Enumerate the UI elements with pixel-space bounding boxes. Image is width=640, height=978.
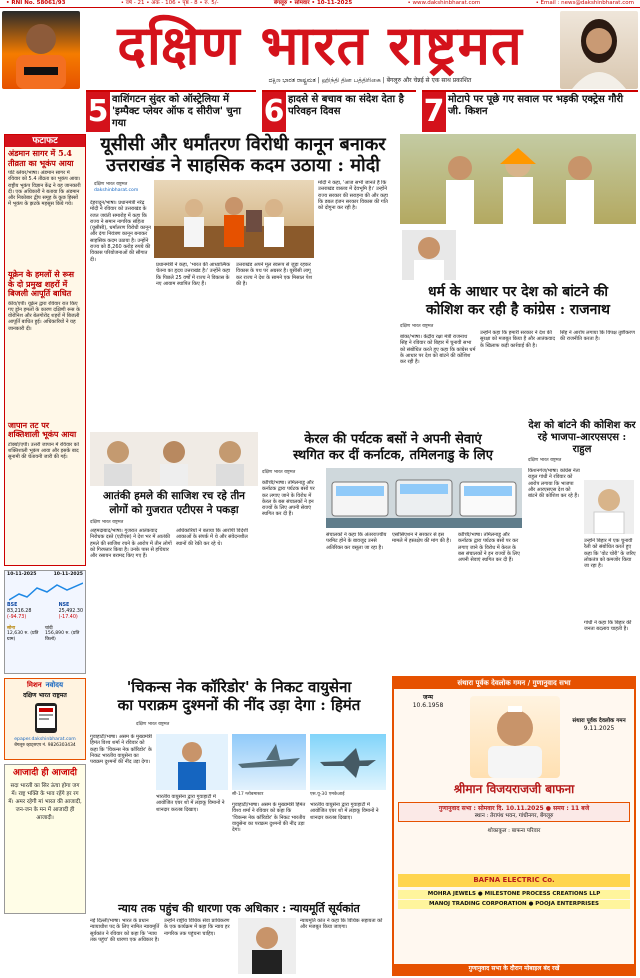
lead-text-col-right: मोदी ने कहा, 'आज सभी जानते हैं कि उत्तराखंड वास्तव में देवभूमि है।' उन्होंने राज्य सरकार की सराहना की और कहा कि डबल इंजन सरकार विकास की गति को दोगुना कर रही है। <box>318 180 388 212</box>
suryakant-text-2: उन्होंने राष्ट्रीय विधिक सेवा प्राधिकरण के एक कार्यक्रम में कहा कि न्याय हर नागरिक तक पहुंचना चाहिए। <box>164 918 230 937</box>
himant-text-4: भारतीय वायुसेना द्वारा गुवाहाटी में आयोजित एयर शो में लड़ाकू विमानों ने शानदार करतब दिखाए। <box>310 802 379 821</box>
himant-text-2: भारतीय वायुसेना द्वारा गुवाहाटी में आयोजित एयर शो में लड़ाकू विमानों ने शानदार करतब दिखाए। <box>156 794 225 813</box>
ad-footer: गुणानुवाद सभा के दौरान मोबाइल बंद रखें <box>394 964 634 974</box>
suryakant-story <box>90 902 388 976</box>
poem-box <box>4 764 86 914</box>
rahul-story <box>528 420 636 672</box>
fast-news-headline-1: अंडमान सागर में 5.4 तीव्रता का भूकंप आया <box>8 148 74 168</box>
lead-headline-2: उत्तराखंड ने साहसिक कदम उठाया : मोदी <box>106 155 380 176</box>
phone-icon <box>33 702 59 734</box>
epaper-promo[interactable] <box>4 678 86 760</box>
issue-meta: • वर्ष - 21 • अंक - 106 • पृष्ठ - 8 • रु. 5/- <box>120 0 219 7</box>
suryakant-text-1: नई दिल्ली/भाषा। भारत के प्रधान न्यायाधीश पद के लिए नामित न्यायमूर्ति सूर्यकांत ने रविवार को कहा कि 'न्याय तक पहुंच' की धारणा एक अधिकार है। <box>90 918 160 943</box>
teaser-2[interactable] <box>262 90 416 132</box>
ad-died-date: 9.11.2025 <box>583 724 615 732</box>
suryakant-photo <box>238 918 296 974</box>
fast-news-headline-3: जापान तट पर शक्तिशाली भूकंप आया <box>8 419 77 439</box>
silver-label: चांदी <box>45 625 53 631</box>
rajnath-portrait <box>402 230 456 280</box>
ad-company-3: MANOJ TRADING CORPORATION ● POOJA ENTERPRISES <box>398 900 630 909</box>
bse-value: 83,216.28 <box>7 608 32 614</box>
rajnath-headline-1: धर्म के आधार पर देश को बांटने की <box>428 284 608 300</box>
ats-headline-1: आतंकी हमले की साजिश रच रहे तीन <box>102 490 246 502</box>
aircraft-photo-2 <box>310 734 386 790</box>
website-link[interactable]: • www.dakshinbharat.com <box>407 0 481 7</box>
top-info-bar <box>0 0 640 8</box>
rajnath-text-1: बांका/भाषा। केंद्रीय रक्षा मंत्री राजनाथ सिंह ने रविवार को बिहार में चुनावी सभा को संबोधित करते हुए कहा कि कांग्रेस धर्म के आधार पर देश को बांटने की कोशिश कर रही है। <box>400 334 476 366</box>
kerala-text-1: कोच्चि/भाषा। तमिलनाडु और कर्नाटक द्वारा पर्यटक बसों पर कर लगाए जाने के विरोध में केरल के बस संचालकों ने इन राज्यों के लिए अपनी सेवाएं स्थगित कर दी हैं। <box>262 480 315 518</box>
ats-byline: दक्षिण भारत राष्ट्रमत <box>90 520 124 525</box>
kerala-headline-1: केरल की पर्यटक बसों ने अपनी सेवाएं <box>304 432 482 447</box>
rajnath-headline-2: कोशिश कर रही है कांग्रेस : राजनाथ <box>426 302 610 318</box>
epaper-url[interactable]: epaper.dakshinbharat.com <box>14 736 76 742</box>
lead-text-3: उत्तराखंड अपने मूल स्वरूप से जुड़ा रहकर विकास के पथ पर अग्रसर है। यूसीसी लागू कर राज्य ने देश के सामने एक मिसाल पेश की है। <box>236 262 313 287</box>
epaper-head-2: नवोदय <box>45 681 64 689</box>
nse-value: 25,492.30 <box>58 608 83 614</box>
teaser-1[interactable] <box>86 90 256 132</box>
bse-label: BSE <box>7 602 18 608</box>
lead-story <box>90 134 396 434</box>
ad-died-label: संथारा पूर्वक देवलोक गमन <box>572 718 626 724</box>
rahul-photo <box>584 480 634 534</box>
teaser-number: 7 <box>422 92 446 132</box>
teaser-3[interactable] <box>422 90 638 132</box>
rahul-text-3: गांधी ने कहा कि बिहार की जनता बदलाव चाहती है। <box>584 620 632 633</box>
rahul-byline: दक्षिण भारत राष्ट्रमत <box>528 458 562 463</box>
rajnath-byline: दक्षिण भारत राष्ट्रमत <box>400 324 434 329</box>
rahul-text-2: उन्होंने बिहार में एक चुनावी रैली को संबोधित करते हुए कहा कि 'वोट चोरी' के जरिए लोकतंत्र को कमजोर किया जा रहा है। <box>584 538 636 570</box>
kerala-story <box>262 432 524 672</box>
market-date-2: 10-11-2025 <box>53 572 83 577</box>
rni-number: • RNI No. 58061/93 <box>6 0 66 7</box>
ad-meeting-title: गुणानुवाद सभा : सोमवार दि. 10.11.2025 ● समय : 11 बजे <box>438 805 590 812</box>
ad-born-label: जन्म <box>423 694 433 701</box>
fast-news-title: फटाफट <box>5 135 85 147</box>
cricketer-portrait <box>2 11 80 89</box>
suryakant-headline: न्याय तक पहुंच की धारणा एक अधिकार : न्यायमूर्ति सूर्यकांत <box>118 902 360 915</box>
teaser-number: 5 <box>86 92 110 132</box>
rahul-headline-1: देश को बांटने की कोशिश कर <box>528 420 636 431</box>
himant-text-1: गुवाहाटी/भाषा। असम के मुख्यमंत्री हिमंत विश्व शर्मा ने रविवार को कहा कि 'चिकन्स नेक कॉरिडोर' के निकट भारतीय वायुसेना का पराक्रम दुश्मनों की नींद उड़ा देगा। <box>90 734 152 766</box>
ad-born-date: 10.6.1958 <box>412 701 444 709</box>
ad-meeting-bar <box>398 802 630 822</box>
nse-label: NSE <box>58 602 70 608</box>
lead-text-2: प्रधानमंत्री ने कहा, 'भारत की आध्यात्मिक चेतना का हृदय उत्तराखंड है।' उन्होंने कहा कि पिछले 25 वर्षों में राज्य ने विकास के नए आयाम स्थापित किए हैं। <box>156 262 231 287</box>
ad-company-bar <box>398 874 630 887</box>
whatsapp-number: बेंगलूरु व्हाट्सएप नं. 9826303434 <box>14 743 76 749</box>
epaper-head: मिशन <box>26 681 42 689</box>
fast-news-box <box>4 134 86 566</box>
rajnath-text-3: सिंह ने आरोप लगाया कि विपक्ष तुष्टीकरण की राजनीति करता है। <box>560 330 635 343</box>
ats-text-1: अहमदाबाद/भाषा। गुजरात आतंकवाद निरोधक दस्ते (एटीएस) ने देश भर में आतंकी हमले की साजिश रचने के आरोप में तीन लोगों को गिरफ्तार किया है। उनके पास से हथियार और रसायन बरामद किए गए हैं। <box>90 528 172 560</box>
silver-value: 156,890 रु. (प्रति किलो) <box>45 631 80 643</box>
market-date-1: 10-11-2025 <box>7 572 37 577</box>
himant-headline-2: का पराक्रम दुश्मनों की नींद उड़ा देगा : हिमंत <box>117 696 361 714</box>
lead-photo <box>154 180 314 258</box>
fast-news-text-2: कीव/एपी। यूक्रेन द्वारा रविवार रात किए गए ड्रोन हमलों के कारण दक्षिणी रूस के वोरोनिश और बेलगोरोद शहरों में बिजली आपूर्ति बाधित हुई। अधिकारियों ने यह जानकारी दी। <box>8 300 80 332</box>
ats-headline-2: लोगों को गुजरात एटीएस ने पकड़ा <box>109 504 239 516</box>
himant-photo <box>156 734 228 790</box>
teaser-text: वाशिंगटन सुंदर को ऑस्ट्रेलिया में 'इम्पैक्ट प्लेयर ऑफ द सीरीज' चुना गया <box>112 94 241 129</box>
rajnath-text-2: उन्होंने कहा कि हमारी सरकार ने देश की सुरक्षा को मजबूत किया है और आतंकवाद के खिलाफ कड़ी कार्रवाई की है। <box>480 330 556 349</box>
accused-photos <box>90 432 258 486</box>
rajnath-story <box>400 134 636 418</box>
aircraft-caption-1: सी-17 ग्लोबमास्टर <box>232 792 264 797</box>
fast-news-text-1: पोर्ट ब्लेयर/भाषा। अंडमान सागर में रविवार को 5.4 तीव्रता का भूकंप आया। राष्ट्रीय भूकंप विज्ञान केंद्र ने यह जानकारी दी। एक अधिकारी ने बताया कि अंडमान और निकोबार द्वीप समूह के कुछ हिस्सों में भूकंप के झटके महसूस किये गये। <box>8 170 81 208</box>
rajnath-photo <box>400 134 636 224</box>
kerala-text-3: एसोसिएशन ने सरकार से इस मामले में हस्तक्षेप की मांग की है। <box>392 532 451 545</box>
aircraft-photo-1 <box>232 734 306 790</box>
masthead-title: दक्षिण भारत राष्ट्रमत <box>117 13 523 77</box>
suryakant-text-3: न्यायमूर्ति कांत ने कहा कि विधिक सहायता को और मजबूत किया जाएगा। <box>300 918 383 931</box>
lead-text-1: देहरादून/भाषा। प्रधानमंत्री नरेंद्र मोदी ने रविवार को उत्तराखंड के रजत जयंती समारोह में कहा कि राज्य ने समान नागरिक संहिता (यूसीसी), धर्मांतरण विरोधी कानून और दंगा नियंत्रण कानून बनाकर साहसिक कदम उठाया है। उन्होंने राज्य को 8,260 करोड़ रुपये की विकास परियोजनाओं की सौगात दी। <box>90 200 151 263</box>
kerala-text-4: कोच्चि/भाषा। तमिलनाडु और कर्नाटक द्वारा पर्यटक बसों पर कर लगाए जाने के विरोध में केरल के बस संचालकों ने इन राज्यों के लिए अपनी सेवाएं स्थगित कर दी हैं। <box>458 532 520 564</box>
masthead <box>0 9 640 89</box>
gold-value: 12,630 रु. (प्रति ग्राम) <box>7 631 39 643</box>
himant-story <box>90 678 388 900</box>
issue-date: बेंगलूरु • सोमवार • 10-11-2025 <box>273 0 353 7</box>
lead-byline-site: dakshinbharat.com <box>94 187 139 193</box>
ad-header: संथारा पूर्वक देवलोक गमन / गुणानुवाद सभा <box>394 678 634 689</box>
ats-story <box>90 432 258 672</box>
lead-byline: दक्षिण भारत राष्ट्रमत <box>94 182 128 187</box>
kerala-byline: दक्षिण भारत राष्ट्रमत <box>262 470 296 475</box>
himant-text-3: गुवाहाटी/भाषा। असम के मुख्यमंत्री हिमंत विश्व शर्मा ने रविवार को कहा कि 'चिकन्स नेक कॉरिडोर' के निकट भारतीय वायुसेना का पराक्रम दुश्मनों की नींद उड़ा देगा। <box>232 802 306 834</box>
himant-byline: दक्षिण भारत राष्ट्रमत <box>136 722 170 727</box>
rahul-text-1: किशनगंज/भाषा। कांग्रेस नेता राहुल गांधी ने रविवार को आरोप लगाया कि भाजपा और आरएसएस देश को बांटने की कोशिश कर रहे हैं। <box>528 468 580 500</box>
aircraft-caption-2: एस.यू-30 एमकेआई <box>310 792 345 797</box>
nse-change: (-17.40) <box>58 614 78 620</box>
lead-headline-1: यूसीसी और धर्मांतरण विरोधी कानून बनाकर <box>100 134 386 155</box>
ad-company: BAFNA ELECTRIC Co. <box>473 876 555 884</box>
himant-headline-1: 'चिकन्स नेक कॉरिडोर' के निकट वायुसेना <box>126 678 352 696</box>
ad-company-2: MOHRA JEWELS ● MILESTONE PROCESS CREATIONS LLP <box>398 890 630 899</box>
actress-portrait <box>560 11 638 89</box>
email-link[interactable]: • Email : news@dakshinbharat.com <box>535 0 634 7</box>
market-trend-graphic <box>9 580 83 604</box>
ats-text-2: अधिकारियों ने बताया कि आरोपी विदेशी आकाओं के संपर्क में थे और संवेदनशील स्थानों की रेकी कर रहे थे। <box>176 528 248 547</box>
fast-news-text-3: टोक्यो/एपी। उत्तरी जापान में रविवार को शक्तिशाली भूकंप आया और इसके बाद सुनामी की चेतावनी जारी की गई। <box>8 441 79 461</box>
masthead-subtitle: ದಕ್ಷಿಣ ಭಾರತ ರಾಷ್ಟ್ರಮತ | ஹிந்தி தின பத்திரிகை | बेंगलूरु और चेन्नई से एक साथ प्रकाशित <box>268 77 472 84</box>
ad-portrait <box>470 696 560 778</box>
teaser-text: हादसे से बचाव का संदेश देता है परिवहन दिवस <box>288 94 404 117</box>
poem-text: सदा भारती का सिर ऊंचा होगा जग में। राष्ट्र भक्ति के भाव रहेंगे हर रग में। अमर रहेगी मां भारत की आजादी, जन-जन के मन में आजादी ही आजादी। <box>8 783 82 822</box>
poem-title: आजादी ही आजादी <box>12 768 77 778</box>
kerala-text-2: संचालकों ने कहा कि अंतरराज्यीय परमिट होने के बावजूद उनसे अतिरिक्त कर वसूला जा रहा है। <box>326 532 387 551</box>
teaser-text: मोटापे पर पूछे गए सवाल पर भड़की एक्ट्रेस गौरी जी. किशन <box>448 94 624 117</box>
ad-meeting-place: स्थान : तेरापंथ भवन, गांधीनगर, बेंगलूरु <box>474 812 554 819</box>
bse-change: (-94.73) <box>7 614 27 620</box>
teaser-number: 6 <box>262 92 286 132</box>
ad-name: श्रीमान विजयराजजी बाफना <box>453 782 575 796</box>
market-box <box>4 570 86 674</box>
condolence-ad <box>392 676 636 976</box>
kerala-headline-2: स्थगित कर दीं कर्नाटक, तमिलनाडु के लिए <box>293 448 493 463</box>
epaper-title: दक्षिण भारत राष्ट्रमत <box>23 691 67 699</box>
gold-label: सोना <box>7 625 16 631</box>
ad-family: शोकाकुल : बाफना परिवार <box>487 828 541 834</box>
rahul-headline-2: रहे भाजपा-आरएसएस : राहुल <box>537 432 627 455</box>
fast-news-headline-2: यूक्रेन के हमलों से रूस के दो प्रमुख शहरों में बिजली आपूर्ति बाधित <box>8 269 75 298</box>
bus-photo <box>326 468 522 528</box>
